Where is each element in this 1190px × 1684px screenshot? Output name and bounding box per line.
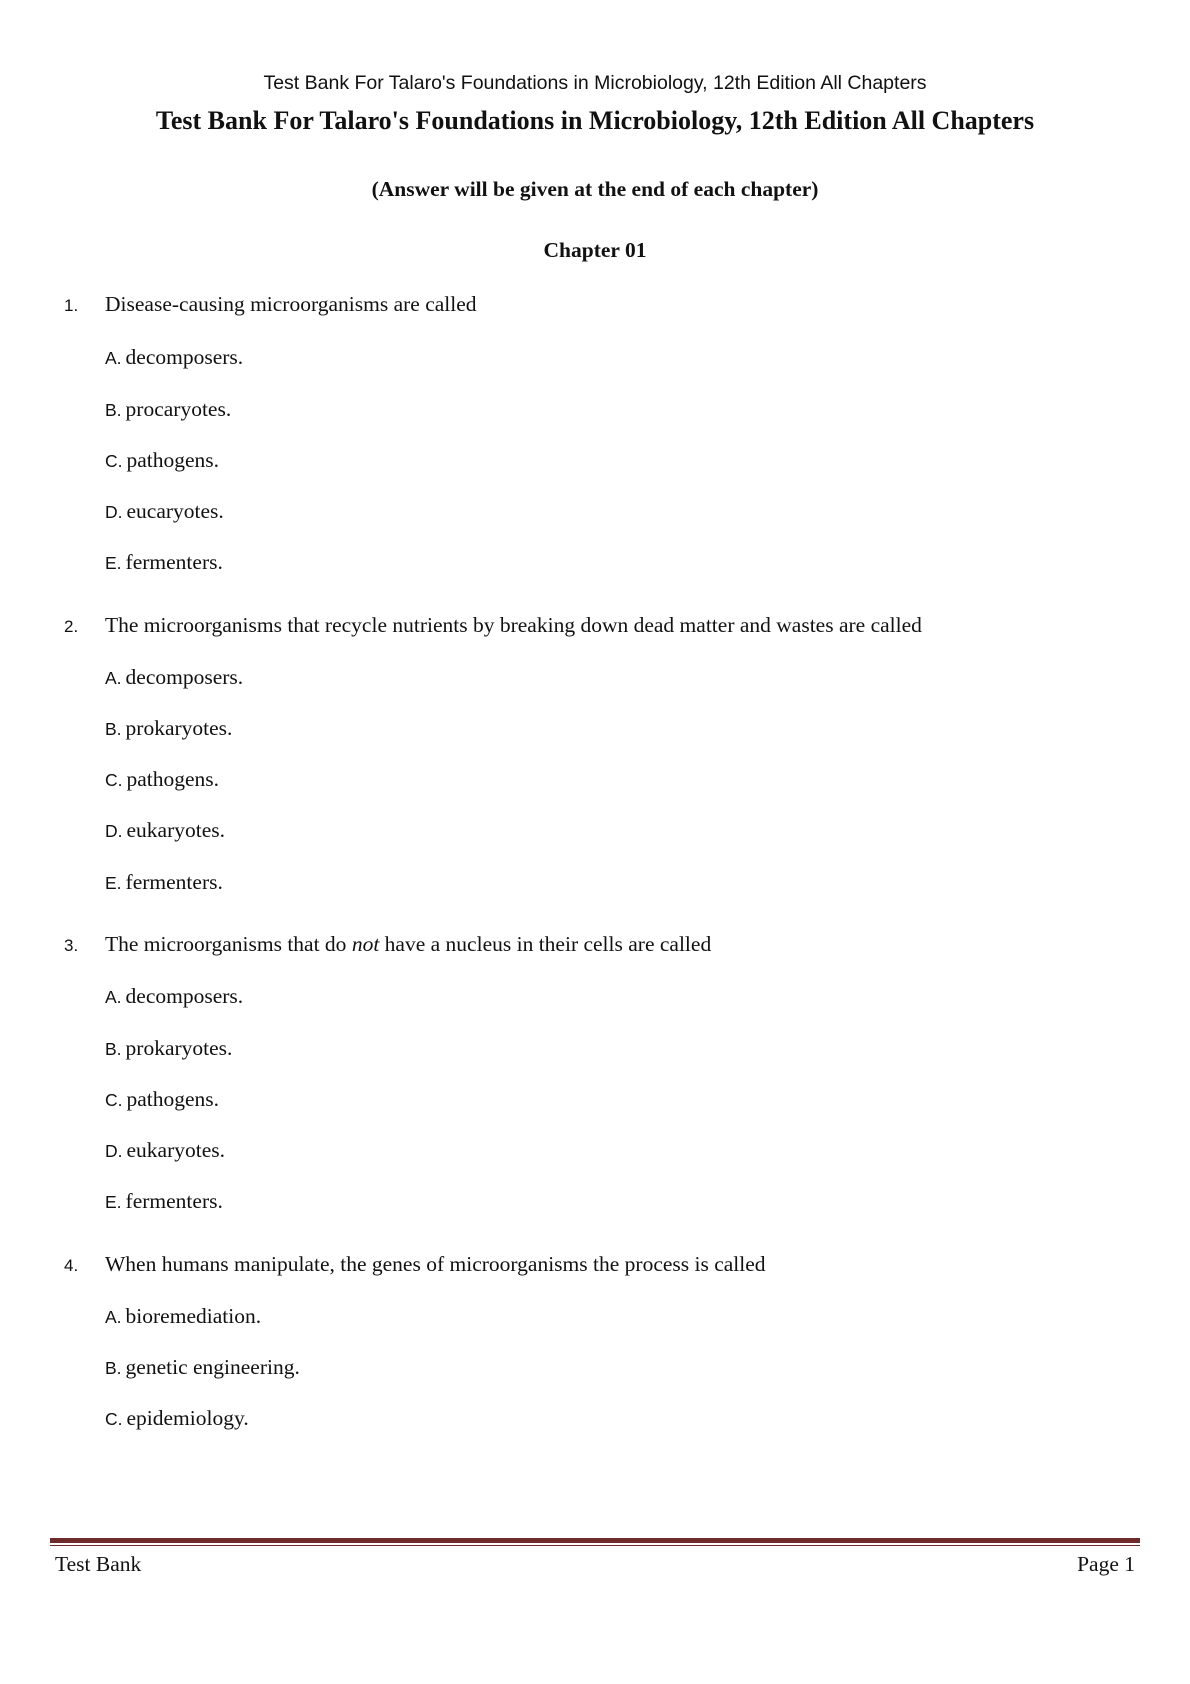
option-letter: E. [105, 873, 122, 893]
footer-rule [50, 1538, 1140, 1546]
page-title: Test Bank For Talaro's Foundations in Microbiology, 12th Edition All Chapters [155, 106, 1035, 135]
option-e [105, 868, 223, 899]
option-text: pathogens. [126, 1087, 220, 1111]
option-letter: C. [105, 770, 123, 790]
option-e [105, 548, 223, 579]
question-text-before: The microorganisms that do [105, 932, 352, 956]
chapter-heading: Chapter 01 [543, 238, 647, 262]
option-a [105, 1302, 261, 1333]
option-text: procaryotes. [125, 397, 232, 421]
question-number: 1. [64, 296, 79, 315]
question-number: 2. [64, 617, 79, 636]
question-text: Disease-causing microorganisms are called [105, 292, 477, 316]
option-letter: B. [105, 1039, 122, 1059]
option-letter: A. [105, 348, 122, 368]
option-text: eukaryotes. [126, 818, 226, 842]
option-letter: E. [105, 1192, 122, 1212]
option-c [105, 765, 219, 796]
option-letter: A. [105, 1307, 122, 1327]
option-d [105, 497, 224, 528]
question-text-after: have a nucleus in their cells are called [379, 932, 712, 956]
option-text: prokaryotes. [125, 1036, 233, 1060]
running-head: Test Bank For Talaro's Foundations in Microbiology, 12th Edition All Chapters [263, 72, 927, 94]
option-letter: C. [105, 1090, 123, 1110]
option-a [105, 343, 243, 374]
option-e [105, 1187, 223, 1218]
option-b [105, 1353, 300, 1384]
option-b [105, 395, 231, 426]
option-letter: B. [105, 719, 122, 739]
option-text: decomposers. [125, 345, 244, 369]
option-text: fermenters. [125, 1189, 223, 1213]
question-text-emphasis: not [351, 932, 380, 956]
option-text: genetic engineering. [125, 1355, 300, 1379]
subtitle: (Answer will be given at the end of each chapter) [371, 177, 819, 201]
option-letter: A. [105, 668, 122, 688]
option-text: fermenters. [125, 550, 223, 574]
option-letter: C. [105, 1409, 123, 1429]
option-b [105, 714, 232, 745]
option-text: prokaryotes. [125, 716, 233, 740]
option-text: decomposers. [125, 665, 244, 689]
option-text: eucaryotes. [126, 499, 224, 523]
option-text: pathogens. [126, 767, 220, 791]
option-text: epidemiology. [126, 1406, 249, 1430]
question-text: When humans manipulate, the genes of microorganisms the process is called [105, 1252, 766, 1276]
option-a [105, 982, 243, 1013]
option-letter: B. [105, 1358, 122, 1378]
option-letter: C. [105, 451, 123, 471]
option-text: bioremediation. [125, 1304, 262, 1328]
option-c [105, 1404, 249, 1435]
option-text: pathogens. [126, 448, 220, 472]
question-number: 3. [64, 936, 79, 955]
option-letter: E. [105, 553, 122, 573]
option-c [105, 1085, 219, 1116]
option-d [105, 816, 225, 847]
option-c [105, 446, 219, 477]
option-b [105, 1034, 232, 1065]
question-text [105, 930, 711, 958]
option-letter: A. [105, 987, 122, 1007]
option-letter: D. [105, 1141, 123, 1161]
option-a [105, 663, 243, 694]
option-letter: B. [105, 400, 122, 420]
option-letter: D. [105, 502, 123, 522]
option-letter: D. [105, 821, 123, 841]
question-number: 4. [64, 1256, 79, 1275]
footer-left-text: Test Bank [55, 1552, 142, 1576]
option-text: eukaryotes. [126, 1138, 226, 1162]
option-text: decomposers. [125, 984, 244, 1008]
option-d [105, 1136, 225, 1167]
question-text: The microorganisms that recycle nutrients by breaking down dead matter and wastes are called [105, 613, 922, 637]
option-text: fermenters. [125, 870, 223, 894]
page-number: Page 1 [1077, 1552, 1135, 1576]
